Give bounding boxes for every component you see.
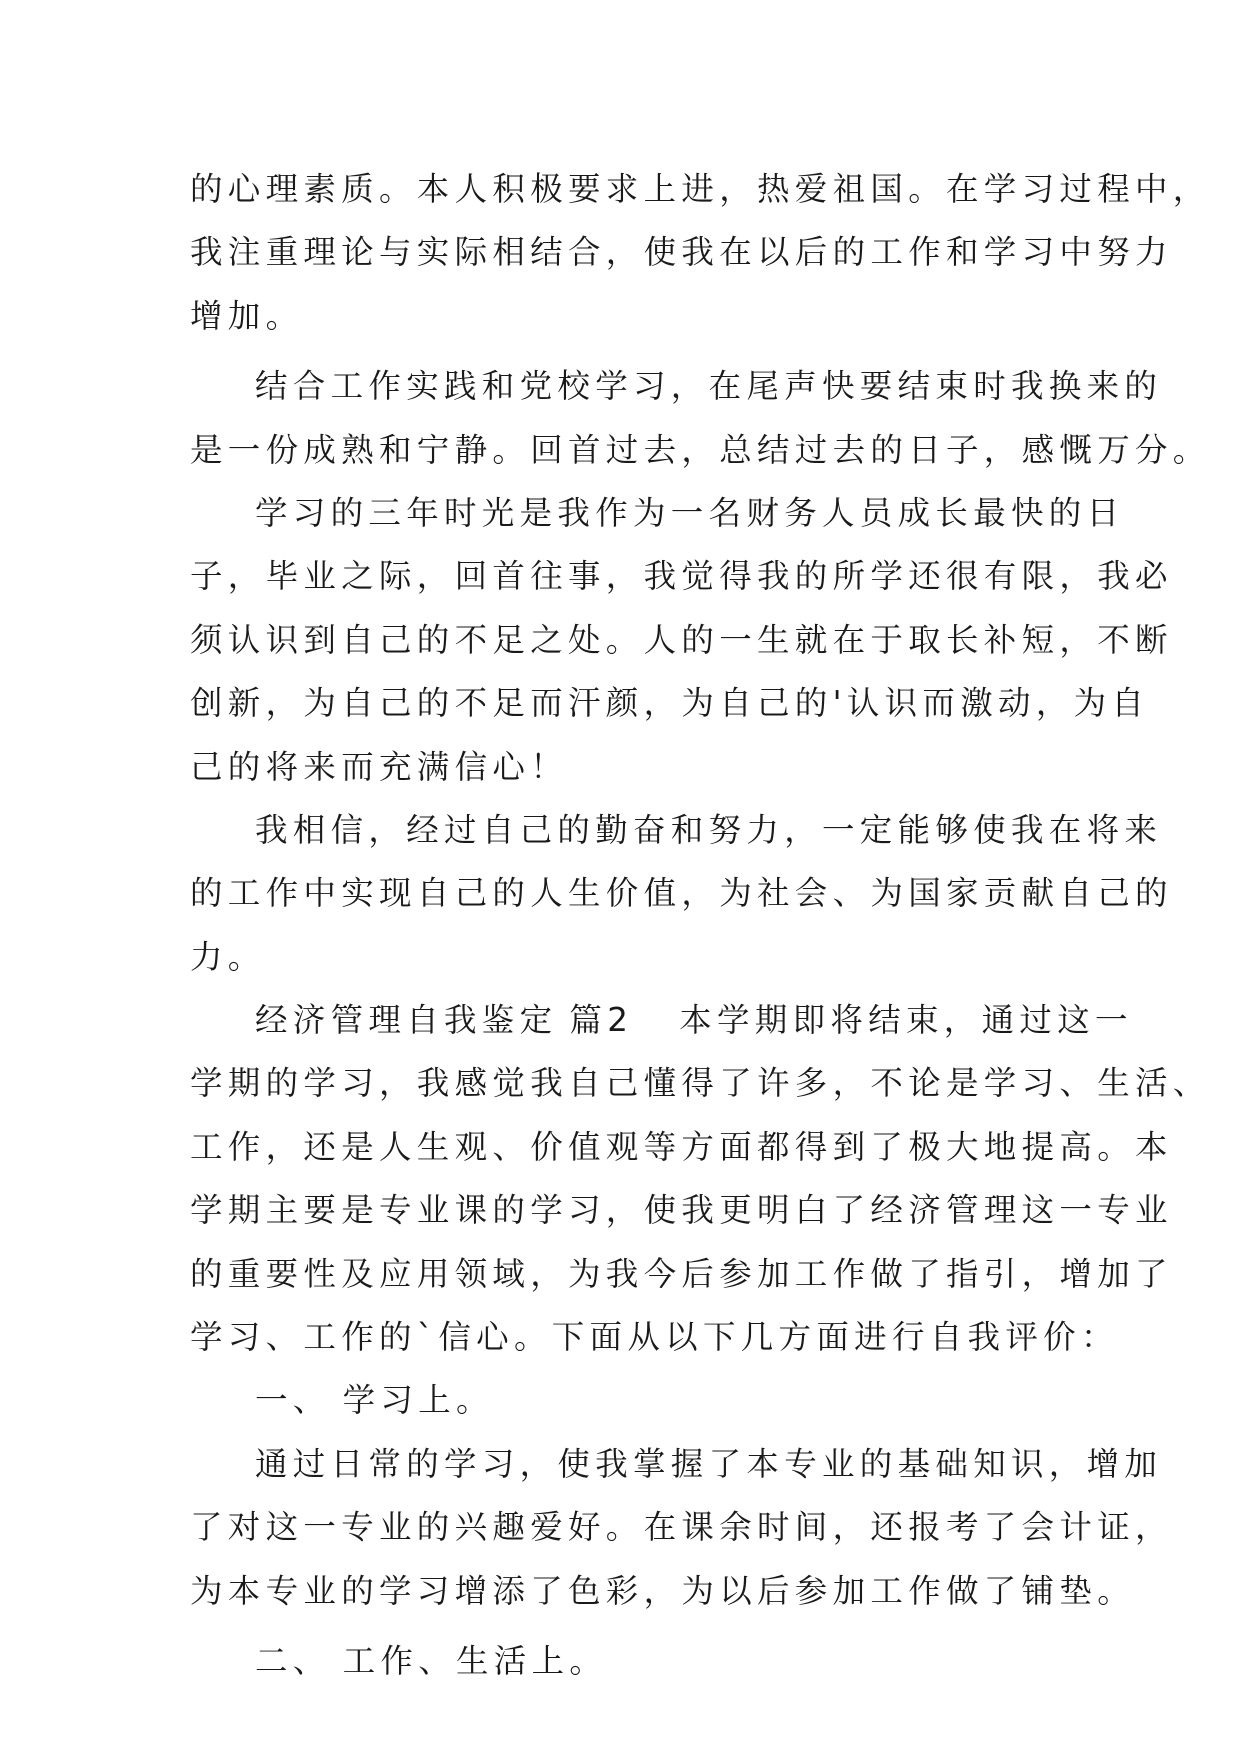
- subheading-number: 一、: [255, 1381, 331, 1420]
- text-line: 的重要性及应用领域，为我今后参加工作做了指引，增加了: [190, 1254, 1173, 1293]
- subheading-title: 学习上。: [342, 1381, 494, 1420]
- text-line: 力。: [190, 937, 266, 976]
- section-number: 篇2: [569, 1001, 634, 1040]
- text-line: 结合工作实践和党校学习，在尾声快要结束时我换来的: [255, 367, 1163, 406]
- text-line: 工作，还是人生观、价值观等方面都得到了极大地提高。本: [190, 1127, 1173, 1166]
- text-line: 学习、工作的`信心。下面从以下几方面进行自我评价：: [190, 1318, 1119, 1357]
- text-line: 的心理素质。本人积极要求上进，热爱祖国。在学习过程中，: [190, 170, 1211, 208]
- section-title: 经济管理自我鉴定: [255, 1001, 558, 1040]
- text-line: 学习的三年时光是我作为一名财务人员成长最快的日: [255, 493, 1125, 532]
- text-line: 子，毕业之际，回首往事，我觉得我的所学还很有限，我必: [190, 557, 1173, 596]
- text-line: 己的将来而充满信心！: [190, 747, 569, 786]
- text-line: 了对这一专业的兴趣爱好。在课余时间，还报考了会计证，: [190, 1508, 1173, 1547]
- subheading-number: 二、: [255, 1641, 331, 1680]
- text-line: 学期的学习，我感觉我自己懂得了许多，不论是学习、生活、: [190, 1064, 1211, 1103]
- text-line: 通过日常的学习，使我掌握了本专业的基础知识，增加: [255, 1444, 1163, 1483]
- text-line: 学期主要是专业课的学习，使我更明白了经济管理这一专业: [190, 1191, 1173, 1230]
- subheading-line: [190, 1369, 1050, 1432]
- text-line: 创新，为自己的不足而汗颜，为自己的'认识而激动，为自: [190, 684, 1150, 723]
- text-line: 我注重理论与实际相结合，使我在以后的工作和学习中努力: [190, 233, 1173, 272]
- section-heading-line: [190, 989, 1133, 1052]
- subheading-title: 工作、生活上。: [342, 1641, 608, 1680]
- subheading-line: [190, 1630, 1050, 1693]
- text-line: 须认识到自己的不足之处。人的一生就在于取长补短，不断: [190, 620, 1173, 659]
- text-line: 本学期即将结束，通过这一: [679, 1001, 1133, 1040]
- text-line: 我相信，经过自己的勤奋和努力，一定能够使我在将来: [255, 810, 1163, 849]
- text-line: 为本专业的学习增添了色彩，为以后参加工作做了铺垫。: [190, 1571, 1136, 1610]
- text-line: 增加。: [190, 296, 304, 335]
- text-line: 的工作中实现自己的人生价值，为社会、为国家贡献自己的: [190, 874, 1173, 913]
- document-body: [190, 158, 1211, 1693]
- text-line: 是一份成熟和宁静。回首过去，总结过去的日子，感慨万分。: [190, 430, 1211, 469]
